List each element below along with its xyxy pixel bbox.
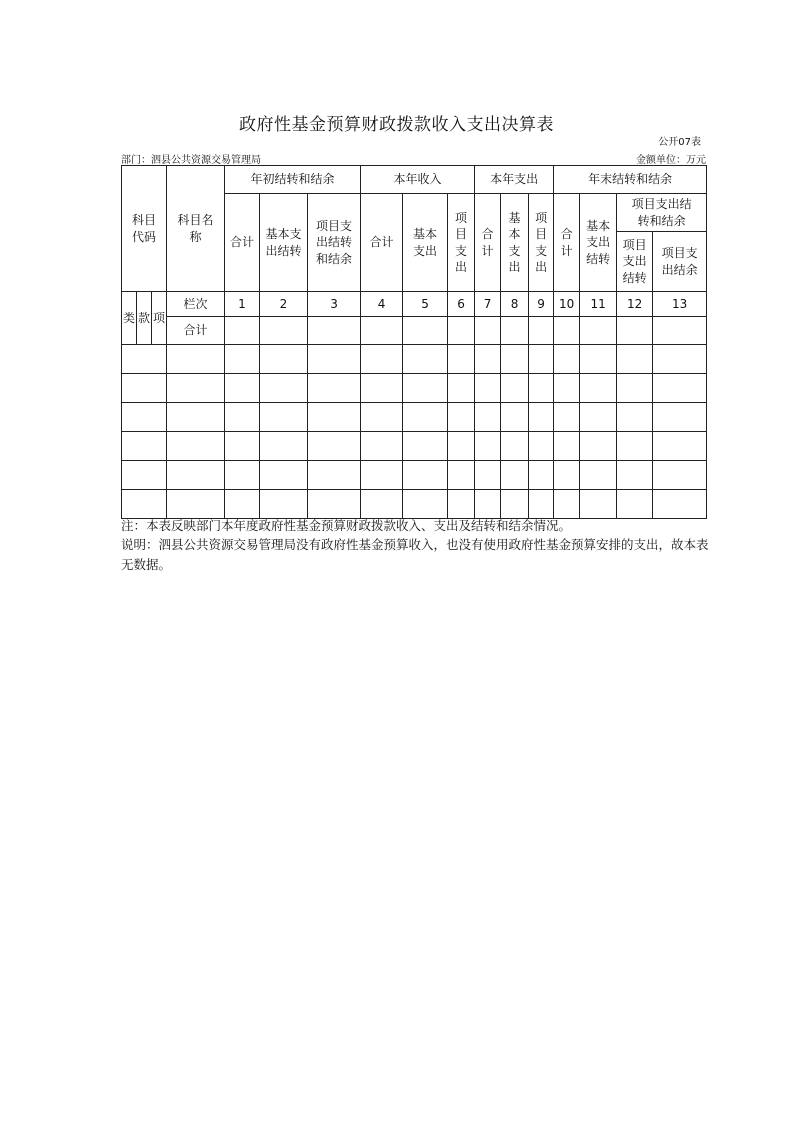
- table-cell: [475, 374, 501, 403]
- table-cell: [554, 490, 580, 519]
- code-class-header: 类: [122, 292, 137, 345]
- notes: [121, 516, 711, 574]
- table-cell: [653, 374, 707, 403]
- table-cell: [308, 345, 361, 374]
- note-text: 注：本表反映部门本年度政府性基金预算财政拨款收入、支出及结转和结余情况。: [121, 518, 572, 533]
- table-cell: [260, 317, 308, 345]
- page-title: 政府性基金预算财政拨款收入支出决算表: [239, 115, 554, 135]
- table-cell: [580, 461, 617, 490]
- table-cell: [122, 490, 167, 519]
- table-cell: [448, 490, 475, 519]
- table-cell: [475, 461, 501, 490]
- table-cell: [653, 317, 707, 345]
- table-cell: [554, 461, 580, 490]
- table-cell: [448, 345, 475, 374]
- expense-project-header: 项目支出: [529, 194, 554, 292]
- table-cell: [225, 317, 260, 345]
- column-number: 10: [554, 292, 580, 317]
- table-cell: [308, 317, 361, 345]
- subject-code-header: 科目代码: [122, 166, 167, 292]
- table-cell: [167, 403, 225, 432]
- table-cell: [529, 317, 554, 345]
- group-income-header: 本年收入: [361, 166, 475, 194]
- closing-project-header: 项目支出结转和结余: [617, 194, 707, 232]
- table-cell: [448, 403, 475, 432]
- table-cell: [308, 403, 361, 432]
- table-cell: [225, 432, 260, 461]
- table-cell: [308, 374, 361, 403]
- table-cell: [529, 403, 554, 432]
- table-cell: [403, 345, 448, 374]
- table-cell: [529, 461, 554, 490]
- table-cell: [260, 374, 308, 403]
- table-cell: [617, 461, 653, 490]
- expense-basic-header: 基本支出: [501, 194, 529, 292]
- table-cell: [448, 374, 475, 403]
- code-item-header: 项: [152, 292, 167, 345]
- table-cell: [122, 461, 167, 490]
- group-closing-header: 年末结转和结余: [554, 166, 707, 194]
- table-cell: [501, 317, 529, 345]
- table-cell: [403, 374, 448, 403]
- table-cell: [225, 345, 260, 374]
- table-cell: [167, 461, 225, 490]
- column-number: 8: [501, 292, 529, 317]
- table-cell: [580, 432, 617, 461]
- table-cell: [653, 345, 707, 374]
- table-cell: [448, 432, 475, 461]
- group-expense-header: 本年支出: [475, 166, 554, 194]
- table-cell: [260, 403, 308, 432]
- column-number: 6: [448, 292, 475, 317]
- table-cell: [260, 461, 308, 490]
- table-cell: [361, 461, 403, 490]
- table-cell: [617, 403, 653, 432]
- table-cell: [308, 490, 361, 519]
- table-cell: [554, 345, 580, 374]
- table-cell: [167, 374, 225, 403]
- table-cell: [260, 345, 308, 374]
- unit-label: 金额单位：万元: [636, 155, 706, 166]
- table-cell: [529, 490, 554, 519]
- table-cell: [580, 345, 617, 374]
- column-number: 9: [529, 292, 554, 317]
- table-cell: [653, 461, 707, 490]
- table-cell: [617, 432, 653, 461]
- table-cell: [475, 432, 501, 461]
- table-cell: [529, 345, 554, 374]
- table-cell: [653, 432, 707, 461]
- table-cell: [475, 490, 501, 519]
- column-number: 12: [617, 292, 653, 317]
- table-cell: [475, 345, 501, 374]
- column-number: 7: [475, 292, 501, 317]
- table-cell: [580, 374, 617, 403]
- column-number: 5: [403, 292, 448, 317]
- closing-project-balance-header: 项目支出结余: [653, 232, 707, 292]
- column-number: 13: [653, 292, 707, 317]
- table-cell: [403, 461, 448, 490]
- code-section-header: 款: [137, 292, 152, 345]
- table-cell: [475, 403, 501, 432]
- table-cell: [122, 374, 167, 403]
- table-row: [122, 374, 707, 403]
- closing-basic-header: 基本支出结转: [580, 194, 617, 292]
- explanation-text: 说明：泗县公共资源交易管理局没有政府性基金预算收入，也没有使用政府性基金预算安排的支出，故本表无数据。: [121, 537, 709, 572]
- table-cell: [475, 317, 501, 345]
- table-row: [122, 345, 707, 374]
- table-cell: [501, 432, 529, 461]
- table-cell: [308, 432, 361, 461]
- table-cell: [403, 432, 448, 461]
- meta-row: [121, 151, 706, 165]
- table-cell: [167, 490, 225, 519]
- table-cell: [529, 432, 554, 461]
- table-cell: [167, 345, 225, 374]
- closing-project-carryover-header: 项目支出结转: [617, 232, 653, 292]
- table-row: [122, 403, 707, 432]
- table-cell: [617, 374, 653, 403]
- table-cell: [580, 490, 617, 519]
- final-accounts-table: [121, 165, 707, 519]
- table-cell: [122, 403, 167, 432]
- table-cell: [403, 403, 448, 432]
- table-cell: [617, 317, 653, 345]
- department-label: 部门：泗县公共资源交易管理局: [121, 155, 261, 166]
- opening-total-header: 合计: [225, 194, 260, 292]
- table-cell: [122, 432, 167, 461]
- table-cell: [554, 374, 580, 403]
- table-cell: [653, 490, 707, 519]
- expense-total-header: 合计: [475, 194, 501, 292]
- column-number: 3: [308, 292, 361, 317]
- table-row: [122, 461, 707, 490]
- column-number: 2: [260, 292, 308, 317]
- table-cell: [403, 317, 448, 345]
- table-cell: [448, 461, 475, 490]
- table-cell: [617, 490, 653, 519]
- table-cell: [260, 490, 308, 519]
- table-cell: [361, 490, 403, 519]
- table-cell: [260, 432, 308, 461]
- table-cell: [225, 374, 260, 403]
- table-cell: [225, 461, 260, 490]
- table-cell: [501, 490, 529, 519]
- table-cell: [225, 490, 260, 519]
- table-cell: [167, 432, 225, 461]
- closing-total-header: 合计: [554, 194, 580, 292]
- form-number: 公开07表: [658, 137, 701, 148]
- table-cell: [554, 403, 580, 432]
- table-cell: [529, 374, 554, 403]
- table-cell: [554, 432, 580, 461]
- group-opening-header: 年初结转和结余: [225, 166, 361, 194]
- table-cell: [361, 317, 403, 345]
- table-cell: [653, 403, 707, 432]
- table-cell: [122, 345, 167, 374]
- table-cell: [308, 461, 361, 490]
- total-row-label: 合计: [167, 317, 225, 345]
- table-cell: [501, 403, 529, 432]
- income-total-header: 合计: [361, 194, 403, 292]
- table-cell: [361, 345, 403, 374]
- table-row: [122, 432, 707, 461]
- income-project-header: 项目支出: [448, 194, 475, 292]
- opening-basic-header: 基本支出结转: [260, 194, 308, 292]
- table-cell: [361, 403, 403, 432]
- opening-project-header: 项目支出结转和结余: [308, 194, 361, 292]
- table-cell: [361, 432, 403, 461]
- table-row: [122, 490, 707, 519]
- table-cell: [617, 345, 653, 374]
- table-cell: [580, 403, 617, 432]
- table-cell: [361, 374, 403, 403]
- column-number: 4: [361, 292, 403, 317]
- table-cell: [501, 374, 529, 403]
- table-cell: [448, 317, 475, 345]
- column-number: 11: [580, 292, 617, 317]
- table-cell: [501, 345, 529, 374]
- column-number-label: 栏次: [167, 292, 225, 317]
- table-cell: [403, 490, 448, 519]
- table-cell: [225, 403, 260, 432]
- table-cell: [580, 317, 617, 345]
- subject-name-header: 科目名称: [167, 166, 225, 292]
- column-number: 1: [225, 292, 260, 317]
- table-cell: [554, 317, 580, 345]
- income-basic-header: 基本支出: [403, 194, 448, 292]
- table-cell: [501, 461, 529, 490]
